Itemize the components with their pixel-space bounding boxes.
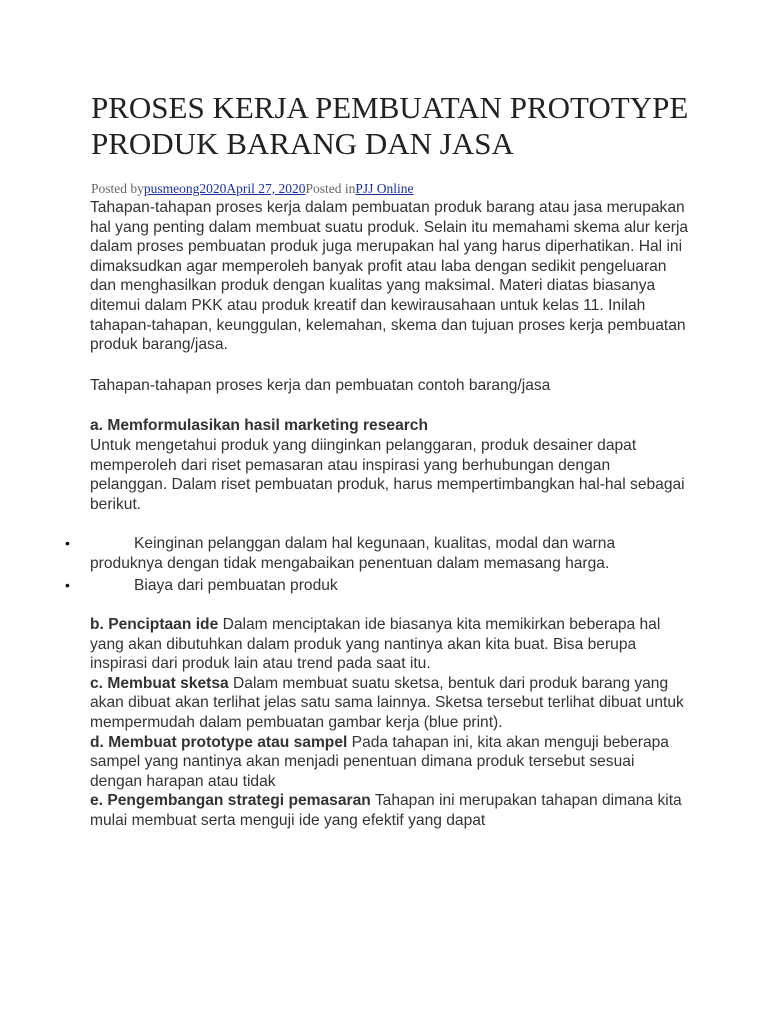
posted-in-label: Posted in [305,181,356,196]
intro-paragraph: Tahapan-tahapan proses kerja dalam pembuatan produk barang atau jasa merupakan hal yang penting dalam membuat suatu produk. Selain itu memahami skema alur kerja dalam proses pembuatan produk juga merupakan hal yang harus diperhatikan. Hal ini dimaksudkan agar memperoleh banyak profit atau laba dengan sedikit pengeluaran dan menghasilkan produk dengan kualitas yang maksimal. Materi diatas biasanya ditemui dalam PKK atau produk kreatif dan kewirausahaan untuk kelas 11. Inilah tahapan-tahapan, keunggulan, kelemahan, skema dan tujuan proses kerja pembuatan produk barang/jasa. [90,199,689,354]
step-b-heading: b. Penciptaan ide [90,616,219,634]
list-item [65,534,690,573]
post-meta [91,181,414,197]
author-link[interactable]: pusmeong2020 [143,181,227,196]
article-title: PROSES KERJA PEMBUATAN PROTOTYPE PRODUK BARANG DAN JASA [91,90,689,161]
step-b-text: Dalam menciptakan ide biasanya kita memikirkan beberapa hal yang akan dibutuhkan dalam produk yang nantinya akan kita buat. Bisa berupa inspirasi dari produk lain atau trend pada saat itu. [90,616,661,673]
posted-by-label: Posted by [91,181,144,196]
step-c-heading: c. Membuat sketsa [90,674,229,692]
considerations-list [65,534,690,595]
step-e-heading: e. Pengembangan strategi pemasaran [90,792,371,810]
list-item-text: Biaya dari pembuatan produk [134,576,338,594]
bullet-icon: • [65,576,70,593]
article-body [65,198,690,831]
step-a-heading: a. Memformulasikan hasil marketing research [90,417,429,435]
step-e [90,791,690,830]
step-c [90,674,690,733]
step-d-text: Pada tahapan ini, kita akan menguji beberapa sampel yang nantinya akan menjadi penentuan dimana produk tersebut sesuai dengan harapan atau tidak [90,733,669,790]
step-d-heading: d. Membuat prototype atau sampel [90,733,348,751]
step-a-text: Untuk mengetahui produk yang diinginkan pelanggaran, produk desainer dapat memperoleh dari riset pemasaran atau inspirasi yang berhubungan dengan pelanggan. Dalam riset pembuatan produk, harus mempertimbangkan hal-hal sebagai berikut. [90,436,685,513]
list-item [65,576,690,596]
section-heading: Tahapan-tahapan proses kerja dan pembuatan contoh barang/jasa [90,376,551,394]
category-link[interactable]: PJJ Online [355,181,414,196]
step-b [90,615,690,674]
step-e-text: Tahapan ini merupakan tahapan dimana kita mulai membuat serta menguji ide yang efektif yang dapat [90,792,682,830]
step-d [90,733,690,792]
date-link[interactable]: April 27, 2020 [226,181,306,196]
list-item-text: Keinginan pelanggan dalam hal kegunaan, kualitas, modal dan warna produknya dengan tidak mengabaikan penentuan dalam memasang harga. [90,535,616,572]
bullet-icon: • [65,535,70,552]
step-c-text: Dalam membuat suatu sketsa, bentuk dari produk barang yang akan dibuat akan terlihat jelas satu sama lainnya. Sketsa tersebut terlihat dibuat untuk mempermudah dalam pembuatan gambar kerja (blue print). [90,674,684,732]
